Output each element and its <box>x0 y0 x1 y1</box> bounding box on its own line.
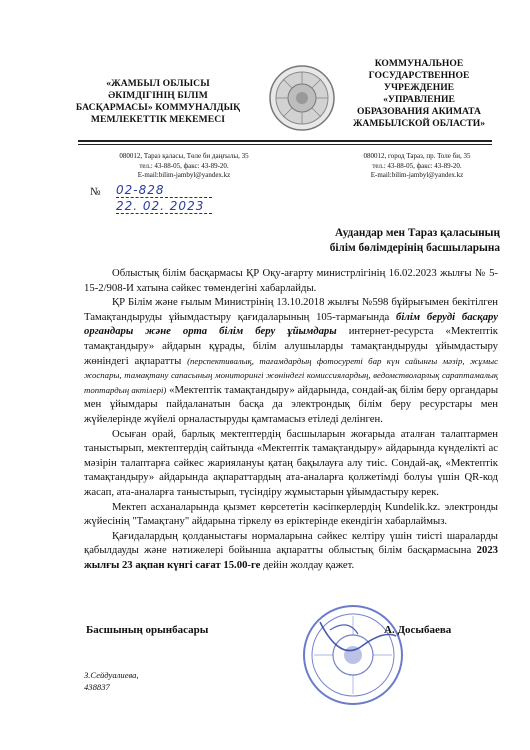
address-line: E-mail:bilim-jambyl@yandex.kz <box>137 171 231 179</box>
kazakhstan-emblem-icon <box>268 64 336 132</box>
address-line: E-mail:bilim-jambyl@yandex.kz <box>370 171 464 179</box>
paragraph-5-text: дейін жолдау қажет. <box>260 558 355 571</box>
executor-name: З.Сейдуалиева, <box>84 670 139 680</box>
number-label: № <box>90 186 101 198</box>
org-kz-line: МЕМЛЕКЕТТІК МЕКЕМЕСІ <box>90 114 226 125</box>
paragraph-1: Облыстық білім басқармасы ҚР Оқу-ағарту министрлігінің 16.02.2023 жылғы № 5-15-2/908-И хатына сәйкес төмендегіні хабарлайды. <box>84 267 498 294</box>
address-line: 080012, город Тараз, пр. Толе би, 35 <box>363 152 471 160</box>
addressee-block <box>300 226 500 256</box>
signatory-name: А. Досыбаева <box>384 624 452 636</box>
paragraph-3: Осыған орай, барлық мектептердің басшыларын жоғарыда аталған талаптармен таныстырып, мектептердің сайтында «Мектептік тамақтандыру» айдарында күнделікті ас мәзірін талаптарға сәйкес жариялануы қатаң бақылауға алу тиіс. Сондай-ақ, «Мектептік тамақтандыру» айдарында ақпараттардың ата-аналарға қолжетімді болуы үшін QR-код жасап, ата-аналарға таныстырып, түсіндіру жұмыстарын ұйымдастыру керек. <box>84 427 498 498</box>
address-line: тел.: 43-88-05, факс: 43-89-20. <box>139 161 229 170</box>
address-kazakh <box>84 152 284 181</box>
org-name-kazakh <box>58 78 258 126</box>
paragraph-5 <box>84 529 498 573</box>
org-ru-line: ГОСУДАРСТВЕННОЕ <box>368 70 470 81</box>
address-line: тел.: 43-88-05, факс: 43-89-20. <box>372 161 462 170</box>
executor-phone: 438837 <box>84 681 110 692</box>
paragraph-4: Мектеп асханаларында қызмет көрсететін кәсіпкерлердің Kundelik.kz. электронды жүйесінің "Тамақтану" айдарына тіркелу өз еріктерінде екендігін хабарлаймыз. <box>84 500 498 528</box>
org-ru-line: УЧРЕЖДЕНИЕ <box>383 82 455 93</box>
paragraph-2-parenthetical: (перспективалық, тағамдардың фотосуреті бар күн сайынғы мәзір, жұмыс жоспары, тамақтану сапасының мониторингі жөніндегі комиссиялардың, ведомстволарлық сараптамалық топтардың актілері) <box>84 355 498 395</box>
executor-info <box>84 670 139 693</box>
paragraph-2-text: интернет-ресурста «Мектептік тамақтандыру» айдарын құрады, білім алушыларды тамақтандыруды ұйымдастыру жөніндегі ақпаратты <box>84 325 498 367</box>
org-ru-line: ОБРАЗОВАНИЯ АКИМАТА <box>357 106 481 117</box>
org-ru-line: ЖАМБЫЛСКОЙ ОБЛАСТИ» <box>352 118 486 129</box>
paragraph-2-text: ҚР Білім және ғылым Министрінің 13.10.2018 жылғы №598 бұйрығымен бекітілген Тамақтандыруды ұйымдастыру қағидаларының 105-тармағында <box>84 296 498 323</box>
reference-date: 22. 02. 2023 <box>116 199 205 213</box>
org-kz-line: БАСҚАРМАСЫ» КОММУНАЛДЫҚ <box>75 102 241 113</box>
header-divider <box>78 140 492 142</box>
official-stamp-icon <box>300 602 406 708</box>
signatory-title: Басшының орынбасары <box>86 624 209 636</box>
outgoing-reference <box>90 182 212 214</box>
org-kz-line: ӘКІМДІГІНІҢ БІЛІМ <box>108 90 208 101</box>
paragraph-2-text: «Мектептік тамақтандыру» айдарында, сондай-ақ білім беру органдары мен ұйымдары пайдаланатын басқа да электрондық білім беру ресурстары мен жүйелерінде жүйелі орналастыруды қамтамасыз етіледі делінген. <box>84 383 499 425</box>
deadline: 2023 жылғы 23 ақпан күнгі сағат 15.00-ге <box>84 544 498 571</box>
paragraph-2-emphasis: білім беруді басқару органдары және орта білім беру ұйымдары <box>84 310 498 338</box>
addressee-line: білім бөлімдерінің басшыларына <box>329 242 500 254</box>
org-ru-line: «УПРАВЛЕНИЕ <box>383 94 455 105</box>
reference-number: 02-828 <box>116 183 165 197</box>
address-russian <box>332 152 502 181</box>
address-line: 080012, Тараз қаласы, Төле би даңғылы, 35 <box>119 152 249 160</box>
letter-body <box>84 266 498 572</box>
org-kz-line: «ЖАМБЫЛ ОБЛЫСЫ <box>106 78 210 89</box>
header-divider-thin <box>78 144 492 145</box>
org-name-russian <box>344 58 494 130</box>
paragraph-5-text: Қағидалардың қолданыстағы нормаларына сәйкес келтіру үшін тиісті шараларды қабылдауды және нәтижелері бойынша ақпаратты облыстық білім басқармасына <box>84 529 498 557</box>
paragraph-2 <box>84 295 498 426</box>
org-ru-line: КОММУНАЛЬНОЕ <box>374 58 464 69</box>
addressee-line: Аудандар мен Тараз қаласының <box>334 227 500 239</box>
